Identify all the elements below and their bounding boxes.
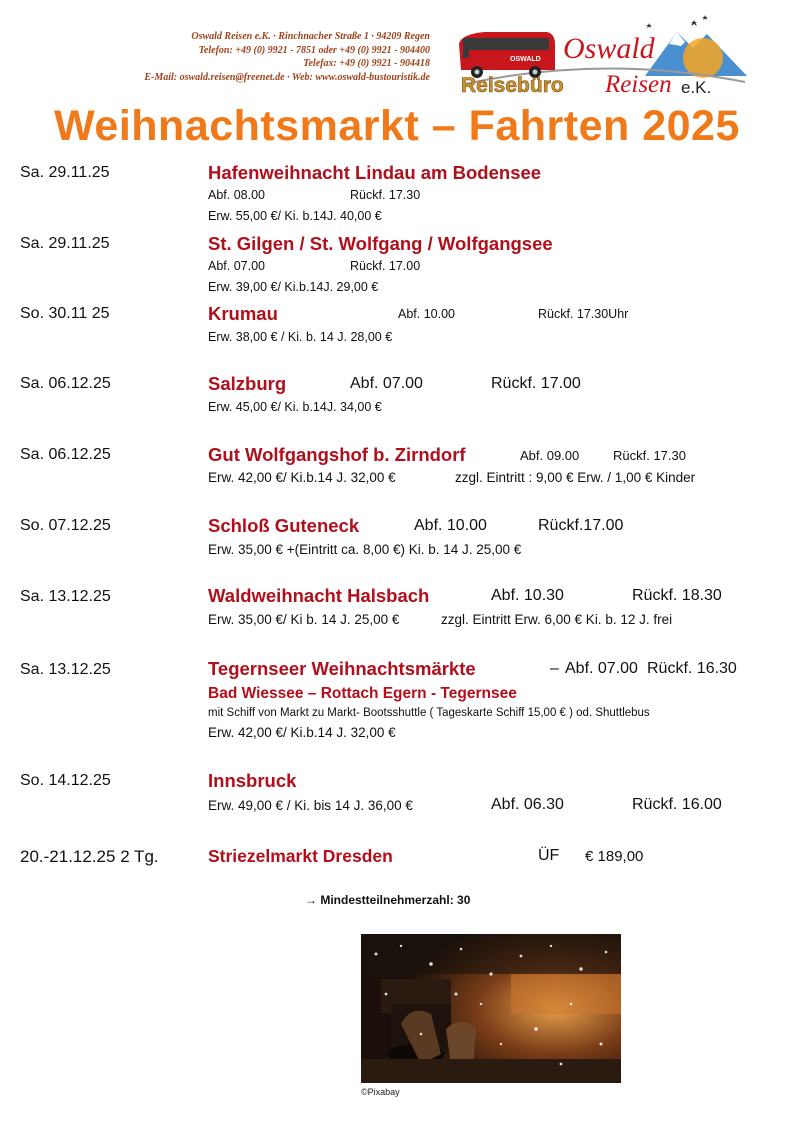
return-time: Rückf. 16.00 xyxy=(632,796,722,813)
company-address: Oswald Reisen e.K. · Rinchnacher Straße 1 · 94209 Regen xyxy=(191,31,430,42)
trip-destination: Gut Wolfgangshof b. Zirndorf xyxy=(208,444,466,465)
trip-destination: Tegernseer Weihnachtsmärkte xyxy=(208,658,476,679)
return-time: Rückf. 17.30Uhr xyxy=(538,307,629,321)
trip-price: Erw. 35,00 €/ Ki b. 14 J. 25,00 € xyxy=(208,612,400,627)
trip-destination: Striezelmarkt Dresden xyxy=(208,846,393,866)
trip-date: So. 07.12.25 xyxy=(20,517,111,534)
trip-date: 20.-21.12.25 2 Tg. xyxy=(20,847,159,866)
return-time: Rückf. 18.30 xyxy=(632,587,722,604)
departure-time: Abf. 07.00 xyxy=(208,259,265,273)
departure-time: Abf. 09.00 xyxy=(520,448,580,463)
trip-date: Sa. 06.12.25 xyxy=(20,446,111,463)
svg-text:Reisebüro: Reisebüro xyxy=(461,74,564,97)
return-time: Rückf. 17.00 xyxy=(491,375,581,392)
return-time: Rückf. 17.30 xyxy=(350,188,421,202)
trip-price: Erw. 39,00 €/ Ki.b.14J. 29,00 € xyxy=(208,280,379,294)
return-time: Rückf. 16.30 xyxy=(647,660,737,677)
trip-date: So. 14.12.25 xyxy=(20,772,111,789)
christmas-market-photo xyxy=(361,934,621,1083)
departure-time: Abf. 06.30 xyxy=(491,796,564,813)
svg-text:e.K.: e.K. xyxy=(681,78,712,97)
dash-separator: – xyxy=(550,660,559,677)
board-type: ÜF xyxy=(538,847,560,864)
trip-destination: Hafenweihnacht Lindau am Bodensee xyxy=(208,162,542,183)
email-web-line: E-Mail: oswald.reisen@freenet.de · Web: www.oswald-bustouristik.de xyxy=(144,71,430,83)
trip-price: Erw. 38,00 € / Ki. b. 14 J. 28,00 € xyxy=(208,330,393,344)
return-time: Rückf. 17.00 xyxy=(350,259,421,273)
trip-destination: Salzburg xyxy=(208,373,287,394)
photo-credit: ©Pixabay xyxy=(361,1087,400,1097)
trip-price: Erw. 35,00 € +(Eintritt ca. 8,00 €) Ki. b. 14 J. 25,00 € xyxy=(208,542,522,557)
contact-block xyxy=(60,30,430,84)
phone-line: Telefon: +49 (0) 9921 - 7851 oder +49 (0) 9921 - 904400 xyxy=(198,44,430,56)
trip-destination: Krumau xyxy=(208,303,278,324)
trip-price: Erw. 42,00 €/ Ki.b.14 J. 32,00 € xyxy=(208,470,396,485)
svg-text:Reisen: Reisen xyxy=(605,71,672,98)
page-title: Weihnachtsmarkt – Fahrten 2025 xyxy=(54,102,740,150)
departure-time: Abf. 07.00 xyxy=(565,660,638,677)
departure-time: Abf. 10.00 xyxy=(414,517,487,534)
trip-destination: Innsbruck xyxy=(208,770,297,791)
trip-date: Sa. 29.11.25 xyxy=(20,235,110,252)
trip-date: Sa. 13.12.25 xyxy=(20,588,111,605)
trip-date: So. 30.11 25 xyxy=(20,305,110,322)
trip-destination: St. Gilgen / St. Wolfgang / Wolfgangsee xyxy=(208,233,553,254)
departure-time: Abf. 07.00 xyxy=(350,375,423,392)
svg-text:Oswald: Oswald xyxy=(563,32,655,65)
trip-date: Sa. 29.11.25 xyxy=(20,164,110,181)
shuttle-note: mit Schiff von Markt zu Markt- Bootsshuttle ( Tageskarte Schiff 15,00 € ) od. Shuttlebus xyxy=(208,707,650,719)
company-logo xyxy=(455,14,755,98)
trip-price: Erw. 45,00 €/ Ki. b.14J. 34,00 € xyxy=(208,400,382,414)
departure-time: Abf. 10.00 xyxy=(398,307,455,321)
trip-date: Sa. 13.12.25 xyxy=(20,661,111,678)
minimum-participants-note: → Mindestteilnehmerzahl: 30 xyxy=(305,893,471,907)
return-time: Rückf.17.00 xyxy=(538,517,624,534)
svg-text:OSWALD: OSWALD xyxy=(510,56,541,63)
bus-icon xyxy=(459,32,555,78)
trip-destination: Schloß Guteneck xyxy=(208,515,360,536)
trip-price: Erw. 55,00 €/ Ki. b.14J. 40,00 € xyxy=(208,209,382,223)
trip-price: Erw. 42,00 €/ Ki.b.14 J. 32,00 € xyxy=(208,725,396,740)
trip-destination: Waldweihnacht Halsbach xyxy=(208,585,430,606)
trip-price: € 189,00 xyxy=(585,848,644,865)
departure-time: Abf. 10.30 xyxy=(491,587,564,604)
trip-date: Sa. 06.12.25 xyxy=(20,375,111,392)
departure-time: Abf. 08.00 xyxy=(208,188,265,202)
admission-note: zzgl. Eintritt : 9,00 € Erw. / 1,00 € Kinder xyxy=(455,470,696,485)
fax-line: Telefax: +49 (0) 9921 - 904418 xyxy=(303,58,430,69)
admission-note: zzgl. Eintritt Erw. 6,00 € Ki. b. 12 J. frei xyxy=(441,612,673,627)
trip-price: Erw. 49,00 € / Ki. bis 14 J. 36,00 € xyxy=(208,798,413,813)
return-time: Rückf. 17.30 xyxy=(613,448,686,463)
trip-sub-destination: Bad Wiessee – Rottach Egern - Tegernsee xyxy=(208,685,517,702)
